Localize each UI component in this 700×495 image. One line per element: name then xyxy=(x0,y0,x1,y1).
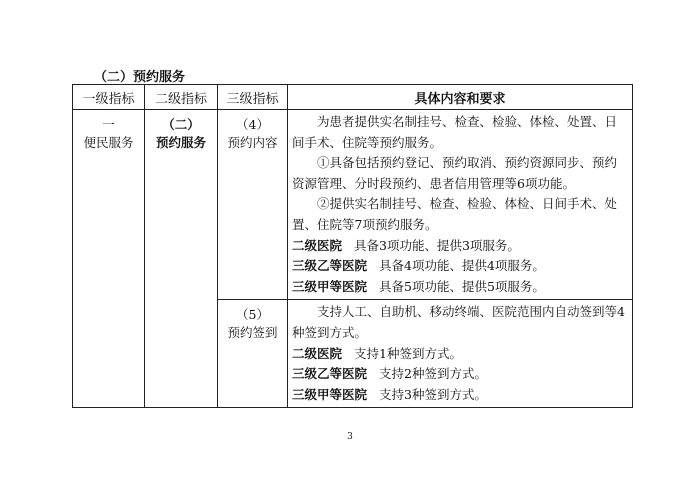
header-content: 具体内容和要求 xyxy=(288,85,633,110)
content-paragraph: 支持人工、自助机、移动终端、医院范围内自动签到等4种签到方式。 xyxy=(292,304,625,340)
grade-line xyxy=(292,364,628,385)
level1-name: 便民服务 xyxy=(83,135,134,150)
level1-cell xyxy=(73,110,145,408)
content-paragraph: ①具备包括预约登记、预约取消、预约资源同步、预约资源管理、分时段预约、患者信用管理等6项功能。 xyxy=(292,155,618,191)
grade-text: 支持3种签到方式。 xyxy=(379,386,487,402)
grade-text: 支持1种签到方式。 xyxy=(354,345,462,361)
header-level2: 二级指标 xyxy=(145,85,218,110)
level2-name: 预约服务 xyxy=(155,135,206,150)
grade-label: 二级医院 xyxy=(292,237,343,253)
level2-number: （二） xyxy=(162,117,200,132)
indicator-table xyxy=(72,84,633,408)
table-header-row xyxy=(73,85,633,110)
header-level1: 一级指标 xyxy=(73,85,145,110)
grade-label: 二级医院 xyxy=(292,345,343,361)
header-level3: 三级指标 xyxy=(218,85,288,110)
content-cell xyxy=(288,300,633,408)
grade-label: 三级甲等医院 xyxy=(292,386,368,402)
level3-name: 预约签到 xyxy=(227,325,278,341)
level1-number: 一 xyxy=(102,117,115,132)
section-title: （二）预约服务 xyxy=(94,70,186,85)
grade-text: 具备4项功能、提供4项服务。 xyxy=(379,258,545,274)
grade-text: 具备3项功能、提供3项服务。 xyxy=(354,237,520,253)
content-cell xyxy=(288,110,633,300)
grade-line xyxy=(292,236,628,257)
level3-number: （4） xyxy=(236,117,269,132)
content-paragraph: ②提供实名制挂号、检查、检验、体检、日间手术、处置、住院等7项预约服务。 xyxy=(292,196,618,232)
table-row xyxy=(73,110,633,300)
grade-line xyxy=(292,256,628,277)
grade-text: 支持2种签到方式。 xyxy=(379,366,487,382)
page-number: 3 xyxy=(347,432,353,442)
grade-line xyxy=(292,344,628,365)
grade-label: 三级乙等医院 xyxy=(292,258,368,274)
level3-cell xyxy=(218,300,288,408)
content-paragraph: 为患者提供实名制挂号、检查、检验、体检、处置、日间手术、住院等预约服务。 xyxy=(292,114,618,150)
level3-name: 预约内容 xyxy=(227,135,278,150)
level3-cell xyxy=(218,110,288,300)
grade-label: 三级乙等医院 xyxy=(292,366,368,382)
level2-cell xyxy=(145,110,218,408)
grade-line xyxy=(292,385,628,406)
level3-number: （5） xyxy=(236,307,269,323)
grade-text: 具备5项功能、提供5项服务。 xyxy=(379,278,545,294)
grade-label: 三级甲等医院 xyxy=(292,278,368,294)
grade-line xyxy=(292,277,628,298)
